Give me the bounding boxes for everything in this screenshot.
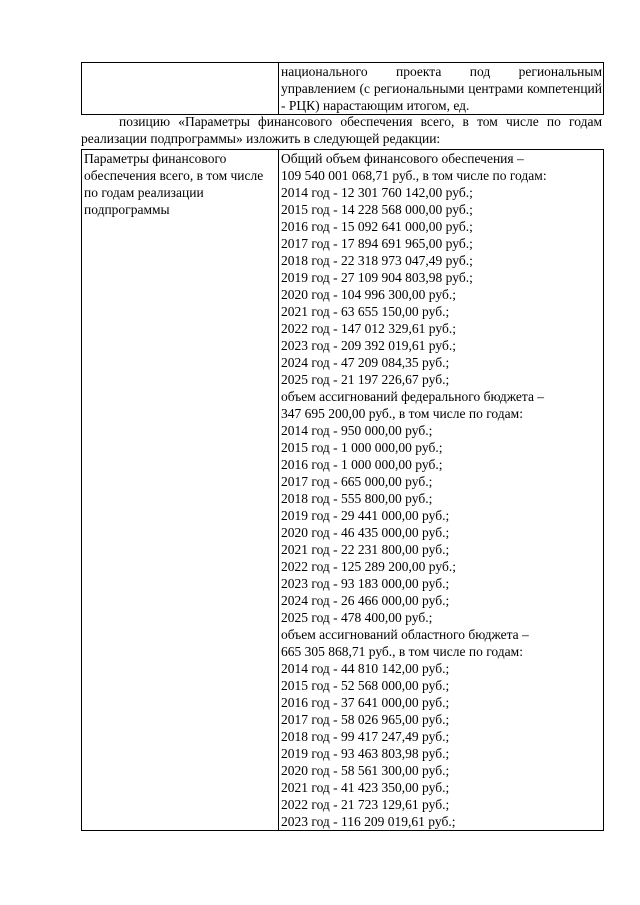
financing-values-cell <box>279 150 604 831</box>
financing-line: 2016 год - 1 000 000,00 руб.; <box>281 457 443 472</box>
financing-line: 2022 год - 21 723 129,61 руб.; <box>281 797 450 812</box>
financing-line: 2023 год - 209 392 019,61 руб.; <box>281 338 456 353</box>
table-row <box>82 150 604 831</box>
table-row <box>82 63 604 115</box>
financing-line: 2020 год - 104 996 300,00 руб.; <box>281 287 456 302</box>
financing-line: 2023 год - 116 209 019,61 руб.; <box>281 814 456 829</box>
financing-line: 665 305 868,71 руб., в том числе по годам: <box>281 644 523 659</box>
financing-line: 2024 год - 26 466 000,00 руб.; <box>281 593 450 608</box>
financing-line: 2017 год - 58 026 965,00 руб.; <box>281 712 450 727</box>
financing-line: 2019 год - 93 463 803,98 руб.; <box>281 746 450 761</box>
intro-paragraph: позицию «Параметры финансового обеспечения всего, в том числе по годам реализации подпрограммы» изложить в следующей редакции: <box>81 114 602 146</box>
financing-line: объем ассигнований федерального бюджета – <box>281 389 545 404</box>
financing-line: 2015 год - 14 228 568 000,00 руб.; <box>281 202 473 217</box>
financing-line: 2014 год - 12 301 760 142,00 руб.; <box>281 185 473 200</box>
financing-line: 2018 год - 555 800,00 руб.; <box>281 491 433 506</box>
financing-line: 2025 год - 478 400,00 руб.; <box>281 610 433 625</box>
financing-line: 2016 год - 15 092 641 000,00 руб.; <box>281 219 473 234</box>
top-left-cell <box>82 63 279 115</box>
top-right-cell: национального проекта под региональным управлением (с региональными центрами компетенций - РЦК) нарастающим итогом, ед. <box>279 63 604 115</box>
financing-table <box>81 149 604 831</box>
financing-line: 109 540 001 068,71 руб., в том числе по годам: <box>281 168 547 183</box>
financing-line: 2015 год - 1 000 000,00 руб.; <box>281 440 443 455</box>
financing-line: 2021 год - 22 231 800,00 руб.; <box>281 542 450 557</box>
financing-line: 2022 год - 125 289 200,00 руб.; <box>281 559 456 574</box>
financing-line: 2019 год - 29 441 000,00 руб.; <box>281 508 450 523</box>
financing-line: 2016 год - 37 641 000,00 руб.; <box>281 695 450 710</box>
financing-line: 2014 год - 44 810 142,00 руб.; <box>281 661 450 676</box>
financing-line: 2022 год - 147 012 329,61 руб.; <box>281 321 456 336</box>
financing-line: 2021 год - 63 655 150,00 руб.; <box>281 304 450 319</box>
financing-line: 2020 год - 58 561 300,00 руб.; <box>281 763 450 778</box>
financing-line: 2021 год - 41 423 350,00 руб.; <box>281 780 450 795</box>
financing-line: 2017 год - 17 894 691 965,00 руб.; <box>281 236 473 251</box>
parameter-name-cell: Параметры финансового обеспечения всего, в том числе по годам реализации подпрограммы <box>82 150 279 831</box>
financing-line: 2023 год - 93 183 000,00 руб.; <box>281 576 450 591</box>
financing-line: 2018 год - 22 318 973 047,49 руб.; <box>281 253 473 268</box>
top-table <box>81 62 604 115</box>
financing-line: 2014 год - 950 000,00 руб.; <box>281 423 433 438</box>
financing-line: Общий объем финансового обеспечения – <box>281 151 524 166</box>
financing-line: 2018 год - 99 417 247,49 руб.; <box>281 729 450 744</box>
financing-line: 2020 год - 46 435 000,00 руб.; <box>281 525 450 540</box>
financing-line: объем ассигнований областного бюджета – <box>281 627 529 642</box>
financing-line: 347 695 200,00 руб., в том числе по годам: <box>281 406 523 421</box>
financing-line: 2025 год - 21 197 226,67 руб.; <box>281 372 450 387</box>
financing-line: 2019 год - 27 109 904 803,98 руб.; <box>281 270 473 285</box>
financing-line: 2024 год - 47 209 084,35 руб.; <box>281 355 450 370</box>
financing-line: 2015 год - 52 568 000,00 руб.; <box>281 678 450 693</box>
financing-line: 2017 год - 665 000,00 руб.; <box>281 474 433 489</box>
